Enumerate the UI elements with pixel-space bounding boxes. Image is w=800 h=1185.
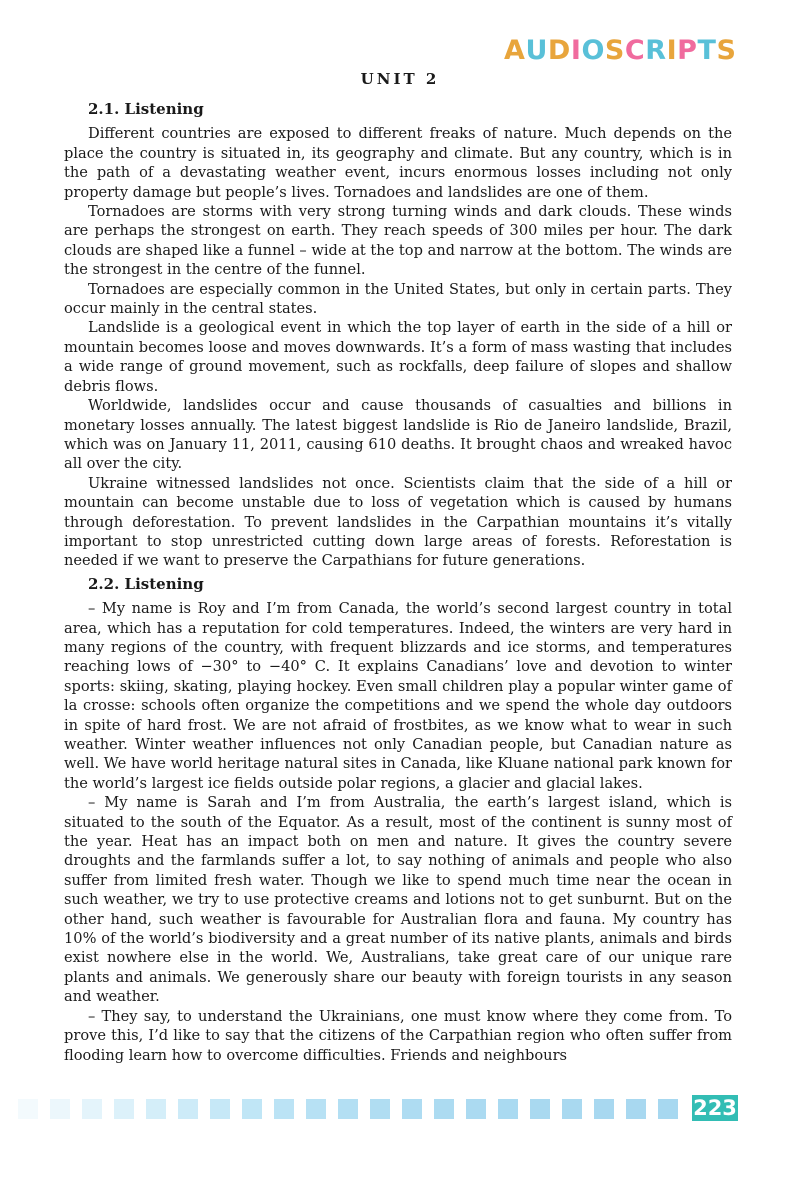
footer-square — [50, 1099, 70, 1119]
paragraph: Worldwide, landslides occur and cause thousands of casualties and billions in monetary losses annually. The latest biggest landslide is Rio de Janeiro landslide, Brazil, which was on January 11, 2011, causing 610 deaths. It brought chaos and wreaked havoc all over the city. — [64, 397, 732, 473]
section-2-2 — [64, 575, 732, 1065]
header-letter: O — [581, 35, 605, 66]
footer-decorative-squares — [18, 1098, 708, 1120]
footer-square — [594, 1099, 614, 1119]
footer-square — [658, 1099, 678, 1119]
footer-square — [530, 1099, 550, 1119]
footer-square — [210, 1099, 230, 1119]
footer-square — [274, 1099, 294, 1119]
paragraph: Tornadoes are storms with very strong turning winds and dark clouds. These winds are perhaps the strongest on earth. They reach speeds of 300 miles per hour. The dark clouds are shaped like a funnel – wide at the top and narrow at the bottom. The winds are the strongest in the centre of the funnel. — [64, 203, 732, 279]
header-letter: D — [547, 35, 571, 66]
header-letter: S — [716, 35, 736, 66]
paragraph: – My name is Sarah and I’m from Australia, the earth’s largest island, which is situated to the south of the Equator. As a result, most of the continent is sunny most of the year. Heat has an impact both on men and nature. It gives the country severe droughts and the farmlands suffer a lot, to say nothing of animals and people who also suffer from limited fresh water. Though we like to spend much time near the ocean in such weather, we try to use protective creams and lotions not to get sunburnt. But on the other hand, such weather is favourable for Australian flora and fauna. My country has 10% of the world’s biodiversity and a great number of its native plants, animals and birds exist nowhere else in the world. We, Australians, take great care of our unique rare plants and animals. We generously share our beauty with foreign tourists in any season and weather. — [64, 794, 732, 1006]
footer-square — [306, 1099, 326, 1119]
section-2-1 — [64, 100, 732, 571]
footer-square — [626, 1099, 646, 1119]
header-letter: T — [697, 35, 716, 66]
header-letter: S — [604, 35, 625, 66]
paragraph: Landslide is a geological event in which the top layer of earth in the side of a hill or mountain becomes loose and moves downwards. It’s a form of mass wasting that includes a wide range of ground movement, such as rockfalls, deep failure of slopes and shallow debris flows. — [64, 319, 732, 395]
footer-square — [82, 1099, 102, 1119]
footer-square — [562, 1099, 582, 1119]
header-letter: R — [645, 35, 667, 66]
footer-square — [338, 1099, 358, 1119]
header-letter: I — [570, 35, 581, 66]
footer-square — [370, 1099, 390, 1119]
header-letter: U — [525, 35, 548, 66]
footer-square — [114, 1099, 134, 1119]
audioscripts-header — [504, 36, 736, 66]
footer-square — [402, 1099, 422, 1119]
section-heading: 2.1. Listening — [88, 100, 204, 118]
header-letter: I — [666, 35, 677, 66]
footer-square — [466, 1099, 486, 1119]
paragraph: Tornadoes are especially common in the United States, but only in certain parts. They occur mainly in the central states. — [64, 280, 732, 318]
footer-square — [146, 1099, 166, 1119]
page-content — [64, 100, 732, 1065]
page-number: 223 — [693, 1096, 737, 1120]
unit-title: UNIT 2 — [360, 70, 440, 88]
header-letter: C — [624, 35, 645, 66]
footer-square — [434, 1099, 454, 1119]
paragraph: Different countries are exposed to different freaks of nature. Much depends on the place the country is situated in, its geography and climate. But any country, which is in the path of a devastating weather event, incurs enormous losses including not only property damage but people’s lives. Tornadoes and landslides are one of them. — [64, 125, 732, 201]
paragraph: – They say, to understand the Ukrainians, one must know where they come from. To prove this, I’d like to say that the citizens of the Carpathian region who often suffer from flooding learn how to overcome difficulties. Friends and neighbours — [64, 1007, 732, 1064]
footer-square — [498, 1099, 518, 1119]
header-letter: P — [677, 35, 697, 66]
paragraph: Ukraine witnessed landslides not once. Scientists claim that the side of a hill or mountain can become unstable due to loss of vegetation which is caused by humans through deforestation. To prevent landslides in the Carpathian mountains it’s vitally important to stop unrestricted cutting down large areas of forests. Reforestation is needed if we want to preserve the Carpathians for future generations. — [64, 474, 732, 570]
footer-square — [242, 1099, 262, 1119]
section-heading: 2.2. Listening — [88, 574, 204, 593]
paragraph: – My name is Roy and I’m from Canada, the world’s second largest country in total area, which has a reputation for cold temperatures. Indeed, the winters are very hard in many regions of the country, with frequent blizzards and ice storms, and temperatures reaching lows of −30° to −40° C. It explains Canadians’ love and devotion to winter sports: skiing, skating, playing hockey. Even small children play a popular winter game of la crosse: schools often organize the competitions and we spend the whole day outdoors in spite of hard frost. We are not afraid of frostbites, as we know what to wear in such weather. Winter weather influences not only Canadian people, but Canadian nature as well. We have world heritage natural sites in Canada, like Kluane national park known for the world’s largest ice fields outside polar regions, a glacier and glacial lakes. — [64, 600, 732, 792]
header-letter: A — [504, 35, 525, 66]
footer-square — [18, 1099, 38, 1119]
footer-square — [178, 1099, 198, 1119]
